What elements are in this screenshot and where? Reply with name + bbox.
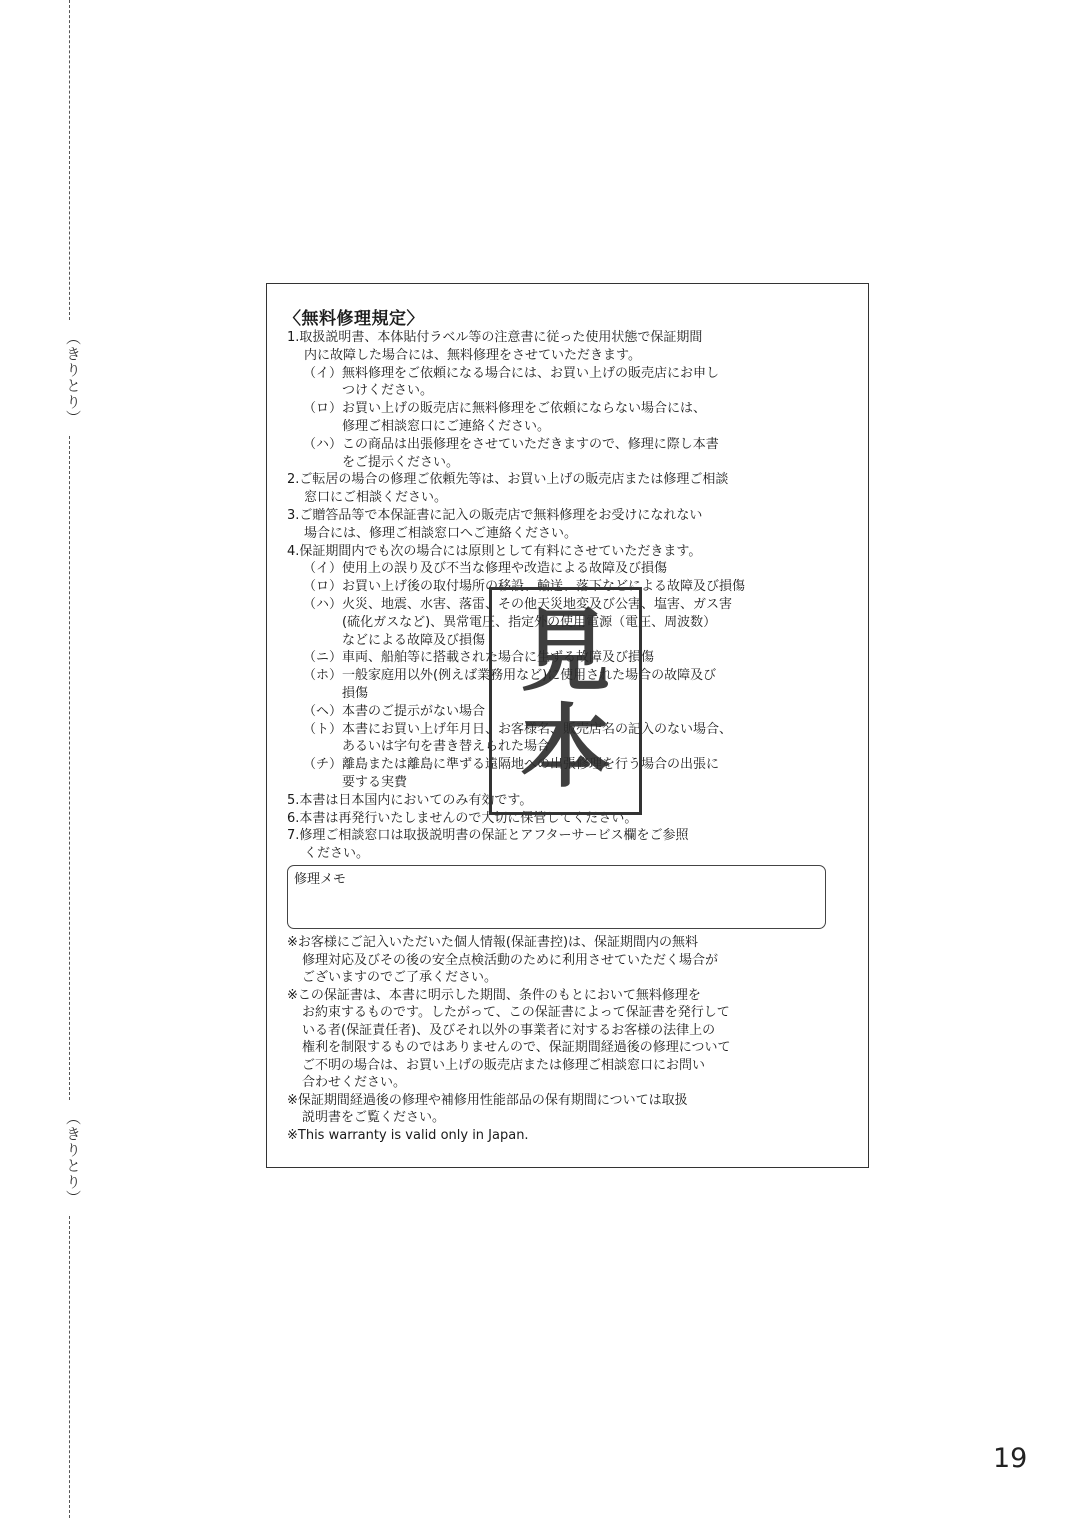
rule-line: （ホ）一般家庭用以外(例えば業務用など)に使用された場合の故障及び <box>303 668 717 684</box>
note-line: 修理対応及びその後の安全点検活動のために利用させていただく場合が <box>302 952 719 968</box>
note-line: ※This warranty is valid only in Japan. <box>287 1127 529 1143</box>
cut-line-middle <box>69 436 70 1100</box>
sample-stamp-text: 見本 <box>520 599 611 800</box>
rule-line: 5.本書は日本国内においてのみ有効です。 <box>287 792 533 808</box>
rule-line: 6.本書は再発行いたしませんので大切に保管してください。 <box>287 810 638 826</box>
note-line: 権利を制限するものではありませんので、保証期間経過後の修理について <box>302 1040 731 1055</box>
note-line: いる者(保証責任者)、及びそれ以外の事業者に対するお客様の法律上の <box>302 1022 716 1038</box>
rule-line: 要する実費 <box>342 774 408 790</box>
cut-label-bottom: （きりとり） <box>54 1102 84 1214</box>
note-line: ※保証期間経過後の修理や補修用性能部品の保有期間については取扱 <box>287 1092 688 1108</box>
note-line: ※この保証書は、本書に明示した期間、条件のもとにおいて無料修理を <box>287 987 701 1003</box>
rule-line: 損傷 <box>342 685 369 701</box>
rule-line: 4.保証期間内でも次の場合には原則として有料にさせていただきます。 <box>287 543 702 559</box>
cut-line-bottom <box>69 1216 70 1518</box>
warranty-rules <box>287 329 857 863</box>
rule-line: つけください。 <box>342 383 434 399</box>
rule-line: （イ）使用上の誤り及び不当な修理や改造による故障及び損傷 <box>303 561 668 577</box>
rule-line: （ロ）お買い上げ後の取付場所の移設、輸送、落下などによる故障及び損傷 <box>303 579 746 595</box>
rule-line: 場合には、修理ご相談窓口へご連絡ください。 <box>304 525 578 541</box>
cut-label-top: （きりとり） <box>54 322 84 434</box>
warranty-notes <box>287 934 857 1144</box>
rule-line: 2.ご転居の場合の修理ご依頼先等は、お買い上げの販売店または修理ご相談 <box>287 472 729 488</box>
warranty-title: 〈無料修理規定〉 <box>284 309 424 329</box>
note-line: 合わせください。 <box>302 1075 407 1090</box>
page-number: 19 <box>993 1443 1028 1474</box>
cut-line-top <box>69 0 70 320</box>
rule-line: あるいは字句を書き替えられた場合 <box>342 739 551 755</box>
rule-line: 1.取扱説明書、本体貼付ラベル等の注意書に従った使用状態で保証期間 <box>287 330 703 345</box>
rule-line: （ヘ）本書のご提示がない場合 <box>303 703 486 719</box>
warranty-panel <box>266 283 869 1168</box>
rule-line: 3.ご贈答品等で本保証書に記入の販売店で無料修理をお受けになれない <box>287 507 703 523</box>
rule-line: （ニ）車両、船舶等に搭載された場合に生ずる故障及び損傷 <box>303 650 655 666</box>
rule-line: ください。 <box>304 846 370 862</box>
rule-line: （チ）離島または離島に準ずる遠隔地への出張修理を行う場合の出張に <box>303 757 720 773</box>
repair-memo-label: 修理メモ <box>294 872 347 887</box>
note-line: お約束するものです。したがって、この保証書によって保証書を発行して <box>302 1005 730 1020</box>
rule-line: 7.修理ご相談窓口は取扱説明書の保証とアフターサービス欄をご参照 <box>287 828 689 844</box>
rule-line: (硫化ガスなど)、異常電圧、指定外の使用電源（電圧、周波数） <box>342 614 717 630</box>
rule-line: （イ）無料修理をご依頼になる場合には、お買い上げの販売店にお申し <box>303 365 720 381</box>
rule-line: 内に故障した場合には、無料修理をさせていただきます。 <box>304 347 641 363</box>
note-line: ご不明の場合は、お買い上げの販売店または修理ご相談窓口にお問い <box>302 1057 706 1073</box>
rule-line: （ハ）この商品は出張修理をさせていただきますので、修理に際し本書 <box>303 436 719 452</box>
note-line: 説明書をご覧ください。 <box>302 1110 446 1125</box>
repair-memo-box <box>287 865 826 929</box>
note-line: ※お客様にご記入いただいた個人情報(保証書控)は、保証期間内の無料 <box>287 935 699 950</box>
rule-line: 窓口にご相談ください。 <box>304 490 448 506</box>
rule-line: （ハ）火災、地震、水害、落雷、その他天災地変及び公害、塩害、ガス害 <box>303 596 733 612</box>
rule-line: などによる故障及び損傷 <box>342 632 486 648</box>
rule-line: 修理ご相談窓口にご連絡ください。 <box>342 418 551 434</box>
rule-line: （ト）本書にお買い上げ年月日、お客様名、販売店名の記入のない場合、 <box>303 721 733 737</box>
rule-line: をご提示ください。 <box>342 454 460 470</box>
note-line: ございますのでご了承ください。 <box>302 970 498 985</box>
rule-line: （ロ）お買い上げの販売店に無料修理をご依頼にならない場合には、 <box>303 401 707 417</box>
